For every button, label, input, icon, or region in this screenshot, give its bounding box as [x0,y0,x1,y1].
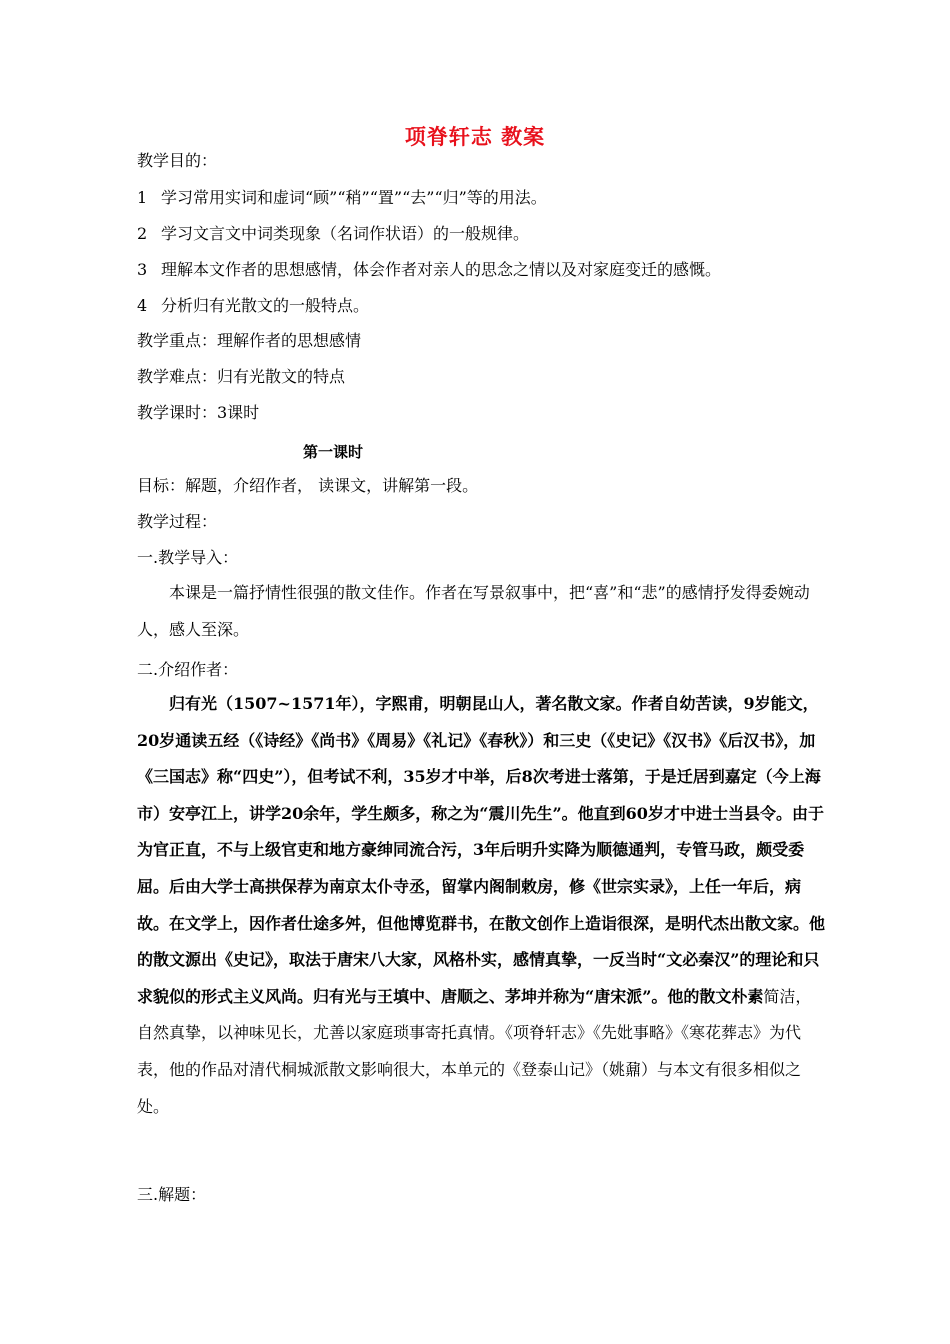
key-point: 教学重点：理解作者的思想感情 [137,331,362,350]
document-title: 项脊轩志 教案 [404,124,546,149]
intro-paragraph: 本课是一篇抒情性很强的散文佳作。作者在写景叙事中，把“喜”和“悲”的感情抒发得委婉动人，感人至深。 [137,583,810,639]
lesson-goal: 目标：解题，介绍作者， 读课文，讲解第一段。 [137,476,479,495]
objective-number: 2 [137,224,148,243]
process-heading: 教学过程： [137,512,218,531]
objectives-heading: 教学目的： [137,151,218,170]
author-bio-text: 简洁，自然真挚，以神味见长，尤善以家庭琐事寄托真情。《项脊轩志》《先妣事略》《寒花葬志》为代表，他的作品对清代桐城派散文影响很大，本单元的《登泰山记》（姚鼐）与本文有很多相似之处。 [137,986,812,1116]
objective-number: 4 [137,296,148,315]
objective-number: 1 [137,188,148,207]
author-bio-paragraph [137,686,827,1125]
objective-item [137,296,369,316]
objective-item [137,224,529,244]
author-bio-bold-text: 归有光（1507~1571年），字熙甫，明朝昆山人，著名散文家。作者自幼苦读，9岁能文，20岁通读五经（《诗经》《尚书》《周易》《礼记》《春秋》）和三史（《史记》《汉书》《后汉书》，加《三国志》称“四史”），但考试不利，35岁才中举，后8次考进士落第，于是迁居到嘉定（今上海市）安亭江上，讲学20余年，学生颇多，称之为“震川先生”。他直到60岁才中进士当县令。由于为官正直，不与上级官吏和地方豪绅同流合污，3年后明升实降为顺德通判，专管马政，颇受委屈。后由大学士高拱保荐为南京太仆寺丞，留掌内阁制敕房，修《世宗实录》，上任一年后，病故。在文学上，因作者仕途多舛，但他博览群书，在散文创作上造诣很深，是明代杰出散文家。他的散文源出《史记》，取法于唐宋八大家，风格朴实，感情真挚，一反当时“文必秦汉”的理论和只求貌似的形式主义风尚。归有光与王填中、唐顺之、茅坤并称为“唐宋派”。他的散文朴素 [137,694,826,1006]
section-heading-title-explanation: 三.解题： [137,1185,207,1204]
objective-item [137,188,547,208]
section-heading-intro: 一.教学导入： [137,548,239,567]
objective-item [137,260,721,280]
objective-text: 学习文言文中词类现象（名词作状语）的一般规律。 [161,224,530,243]
objective-text: 理解本文作者的思想感情，体会作者对亲人的思念之情以及对家庭变迁的感慨。 [161,260,722,279]
objective-text: 分析归有光散文的一般特点。 [161,296,370,315]
class-hours: 教学课时：3课时 [137,403,260,422]
difficulty: 教学难点：归有光散文的特点 [137,367,346,386]
lesson-title: 第一课时 [303,443,364,461]
section-heading-author: 二.介绍作者： [137,660,239,679]
objective-text: 学习常用实词和虚词“顾”“稍”“置”“去”“归”等的用法。 [161,188,547,207]
objective-number: 3 [137,260,148,279]
